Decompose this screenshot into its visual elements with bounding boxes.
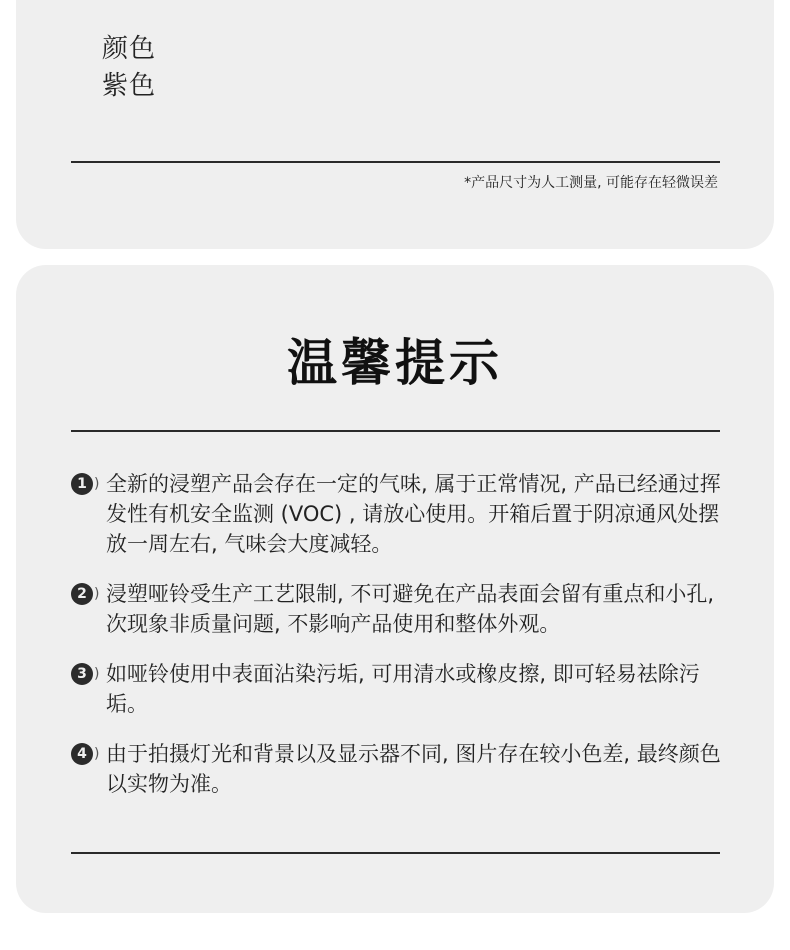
tips-list xyxy=(71,469,731,819)
tip-text: 全新的浸塑产品会存在一定的气味, 属于正常情况, 产品已经通过挥发性有机安全监测 (VOC) , 请放心使用。开箱后置于阴凉通风处摆放一周左右, 气味会大度减轻。 xyxy=(106,472,721,556)
tip-text: 浸塑哑铃受生产工艺限制, 不可避免在产品表面会留有重点和小孔, 次现象非质量问题, 不影响产品使用和整体外观。 xyxy=(106,582,715,636)
number-badge-icon: 3 ) xyxy=(71,663,93,685)
tip-item xyxy=(71,579,731,639)
number-badge-icon: 2 ) xyxy=(71,583,93,605)
color-value: 紫色 xyxy=(102,71,157,101)
color-label: 颜色 xyxy=(102,34,157,64)
tip-item xyxy=(71,469,731,559)
notice-title: 温馨提示 xyxy=(287,334,503,392)
tip-item xyxy=(71,739,731,799)
bottom-divider xyxy=(71,852,720,854)
number-badge-icon: 4 ) xyxy=(71,743,93,765)
spec-card xyxy=(16,0,774,249)
divider xyxy=(71,161,720,163)
tip-text: 如哑铃使用中表面沾染污垢, 可用清水或橡皮擦, 即可轻易祛除污垢。 xyxy=(106,662,700,716)
title-divider xyxy=(71,430,720,432)
notice-card xyxy=(16,265,774,913)
number-badge-icon: 1 ) xyxy=(71,473,93,495)
tip-item xyxy=(71,659,731,719)
measurement-note: *产品尺寸为人工测量, 可能存在轻微误差 xyxy=(464,175,718,191)
tip-text: 由于拍摄灯光和背景以及显示器不同, 图片存在较小色差, 最终颜色以实物为准。 xyxy=(106,742,721,796)
